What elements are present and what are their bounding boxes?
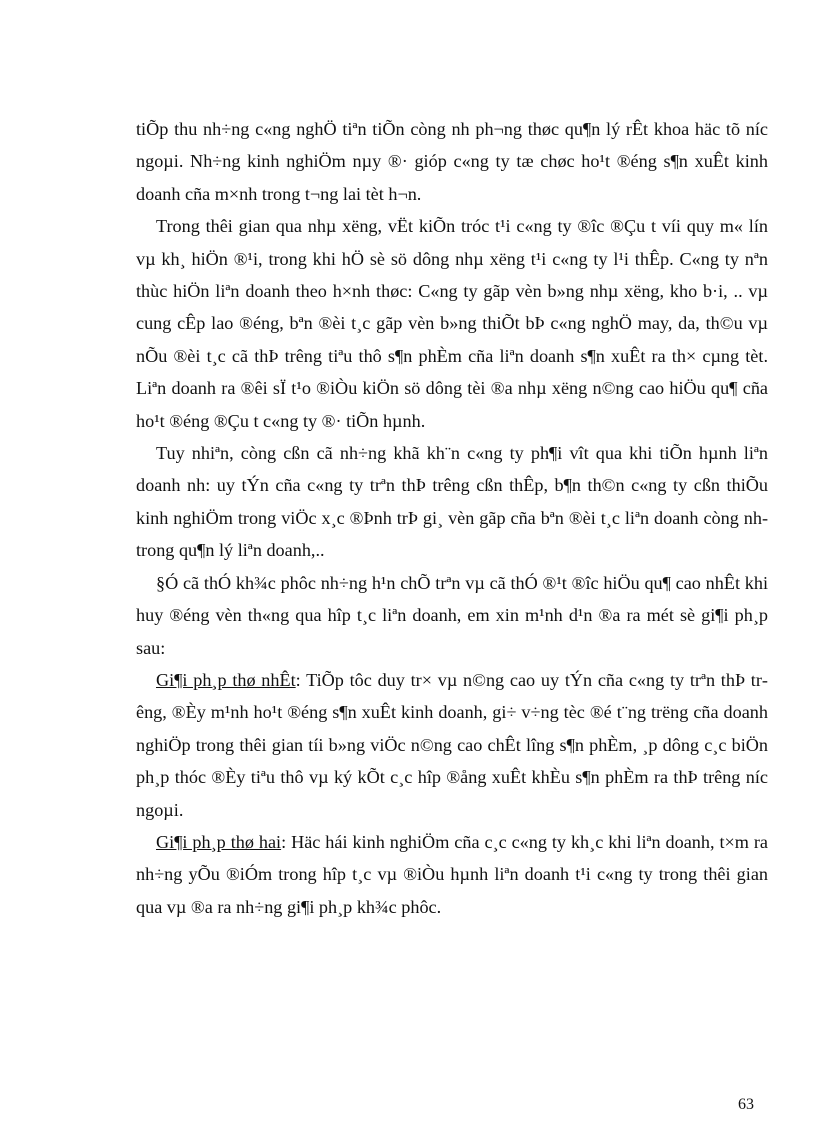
page-number: 63 <box>738 1096 754 1113</box>
paragraph-3: Tuy nhiªn, còng cßn cã nh÷ng khã kh¨n c«ng ty ph¶i vît qua khi tiÕn hµnh liªn doanh nh: uy tÝn cña c«ng ty trªn thÞ trêng cßn thÊp, b¶n th©n c«ng ty cßn thiÕu kinh nghiÖm trong viÖc x¸c ®Þnh trÞ gi¸ vèn gãp cña bªn ®èi t¸c liªn doanh còng nh trong qu¶n lý liªn doanh,.. <box>136 443 768 561</box>
paragraph-2: Trong thêi gian qua nhµ xëng, vËt kiÕn tróc t¹i c«ng ty ®îc ®Çu t víi quy m« lín vµ kh¸ hiÖn ®¹i, trong khi hÖ sè sö dông nhµ xëng t¹i c«ng ty l¹i thÊp. C«ng ty nªn thùc hiÖn liªn doanh theo h×nh thøc: C«ng ty gãp vèn b»ng nhµ xëng, kho b·i, .. vµ cung cÊp lao ®éng, bªn ®èi t¸c gãp vèn b»ng thiÕt bÞ c«ng nghÖ may, da, th©u vµ nÕu ®èi t¸c cã thÞ trêng tiªu thô s¶n phÈm cña liªn doanh s¶n xuÊt ra th× cµng tèt. Liªn doanh ra ®êi sÏ t¹o ®iÒu kiÖn sö dông tèi ®a nhµ xëng n©ng cao hiÖu qu¶ cña ho¹t ®éng ®Çu t c«ng ty ®· tiÕn hµnh. <box>136 216 768 431</box>
paragraph-1: tiÕp thu nh÷ng c«ng nghÖ tiªn tiÕn còng nh ph¬ng thøc qu¶n lý rÊt khoa häc tõ níc ngoµi. Nh÷ng kinh nghiÖm nµy ®· gióp c«ng ty tæ chøc ho¹t ®éng s¶n xuÊt kinh doanh cña m×nh trong t¬ng lai tèt h¬n. <box>136 119 768 204</box>
paragraph-solution-1 <box>136 664 768 826</box>
paragraph-4: §Ó cã thÓ kh¾c phôc nh÷ng h¹n chÕ trªn vµ cã thÓ ®¹t ®îc hiÖu qu¶ cao nhÊt khi huy ®éng vèn th«ng qua hîp t¸c liªn doanh, em xin m¹nh d¹n ®a ra mét sè gi¶i ph¸p sau: <box>136 572 768 658</box>
solution-2-text: : Häc hái kinh nghiÖm cña c¸c c«ng ty kh¸c khi liªn doanh, t×m ra nh÷ng yÕu ®iÓm trong hîp t¸c vµ ®iÒu hµnh liªn doanh t¹i c«ng ty trong thêi gian qua vµ ®a ra nh÷ng gi¶i ph¸p kh¾c phôc. <box>136 831 768 917</box>
body-text <box>136 113 768 923</box>
paragraph-solution-2 <box>136 826 768 923</box>
solution-2-heading: Gi¶i ph¸p thø hai <box>156 831 282 852</box>
solution-1-text: : TiÕp tôc duy tr× vµ n©ng cao uy tÝn cña c«ng ty trªn thÞ trêng, ®Èy m¹nh ho¹t ®éng s¶n xuÊt kinh doanh, gi÷ v÷ng tèc ®é t¨ng trëng cña doanh nghiÖp trong thêi gian tíi b»ng viÖc n©ng cao chÊt lîng s¶n phÈm, ¸p dông c¸c biÖn ph¸p thóc ®Èy tiªu thô vµ ký kÕt c¸c hîp ®ång xuÊt khÈu s¶n phÈm ra thÞ trêng níc ngoµi. <box>136 669 768 820</box>
solution-1-heading: Gi¶i ph¸p thø nhÊt <box>156 669 296 690</box>
